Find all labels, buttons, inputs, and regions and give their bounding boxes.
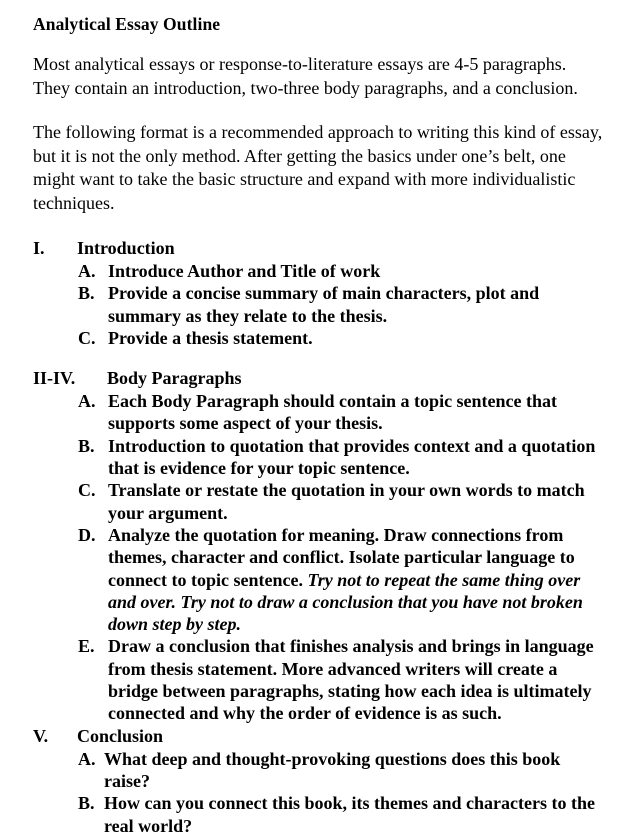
list-item-text: Provide a concise summary of main characters, plot and summary as they relate to the thesis. [108, 283, 540, 326]
section-number: I. [33, 238, 45, 258]
list-item-text-plain: Analyze the quotation for meaning. Draw connections from themes, character and conflict. Isolate particular language to connect to topic sentence. [108, 524, 575, 590]
section-number: II-IV. [33, 368, 76, 389]
subitem-list-body-paragraphs [33, 390, 603, 724]
list-item [33, 260, 603, 282]
intro-paragraph-1: Most analytical essays or response-to-literature essays are 4-5 paragraphs. They contain an introduction, two-three body paragraphs, and a conclusion. [33, 54, 578, 98]
list-item [33, 390, 603, 435]
list-item-marker: A. [78, 391, 96, 412]
page-title: Analytical Essay Outline [33, 14, 221, 34]
outline-section-body-paragraphs [33, 367, 603, 724]
list-item [33, 792, 603, 837]
list-item [33, 479, 603, 524]
section-title: Introduction [77, 238, 175, 258]
outline-section-conclusion [33, 725, 603, 837]
list-item-text: Each Body Paragraph should contain a topic sentence that supports some aspect of your thesis. [108, 391, 558, 434]
list-item [33, 282, 603, 327]
list-item-text: What deep and thought-provoking questions does this book raise? [104, 748, 561, 791]
list-item-marker: B. [78, 793, 95, 814]
list-item-marker: A. [78, 261, 96, 281]
section-title: Body Paragraphs [107, 368, 242, 389]
list-item [33, 524, 603, 635]
list-item-text: Provide a thesis statement. [108, 327, 313, 348]
list-item-marker: C. [78, 327, 96, 348]
list-item [33, 327, 603, 349]
outline-list [33, 237, 603, 837]
subitem-list-conclusion [33, 748, 603, 837]
list-item [33, 435, 603, 480]
list-item-text: Draw a conclusion that finishes analysis and brings in language from thesis statement. More advanced writers will create a bridge between paragraphs, stating how each idea is ultimately connected and why the order of evidence is as such. [108, 636, 594, 724]
list-item-text: Translate or restate the quotation in your own words to match your argument. [108, 480, 585, 523]
list-item-marker: B. [78, 435, 95, 456]
intro-paragraph-2: The following format is a recommended approach to writing this kind of essay, but it is not the only method. After getting the basics under one’s belt, one might want to take the basic structure and expand with more individualistic techniques. [33, 122, 603, 213]
list-item-text: How can you connect this book, its themes and characters to the real world? [104, 793, 595, 836]
outline-section-introduction [33, 237, 603, 349]
list-item-marker: A. [78, 748, 96, 769]
list-item-text-italic: Try not to repeat the same thing over and over. Try not to draw a conclusion that you have not broken down step by step. [108, 569, 583, 635]
list-item-marker: C. [78, 480, 96, 501]
section-number: V. [33, 725, 49, 746]
section-heading-body-paragraphs [33, 367, 603, 390]
list-item-marker: D. [78, 524, 96, 545]
list-item-text: Introduce Author and Title of work [108, 261, 381, 281]
section-heading-conclusion [33, 725, 603, 748]
list-item-text [108, 524, 603, 635]
list-item-text: Introduction to quotation that provides context and a quotation that is evidence for your topic sentence. [108, 435, 596, 479]
section-title: Conclusion [77, 725, 164, 746]
list-item [33, 748, 603, 793]
subitem-list-introduction [33, 260, 603, 349]
list-item-marker: B. [78, 283, 95, 304]
section-heading-introduction [33, 237, 603, 260]
list-item [33, 635, 603, 724]
list-item-marker: E. [78, 636, 95, 657]
